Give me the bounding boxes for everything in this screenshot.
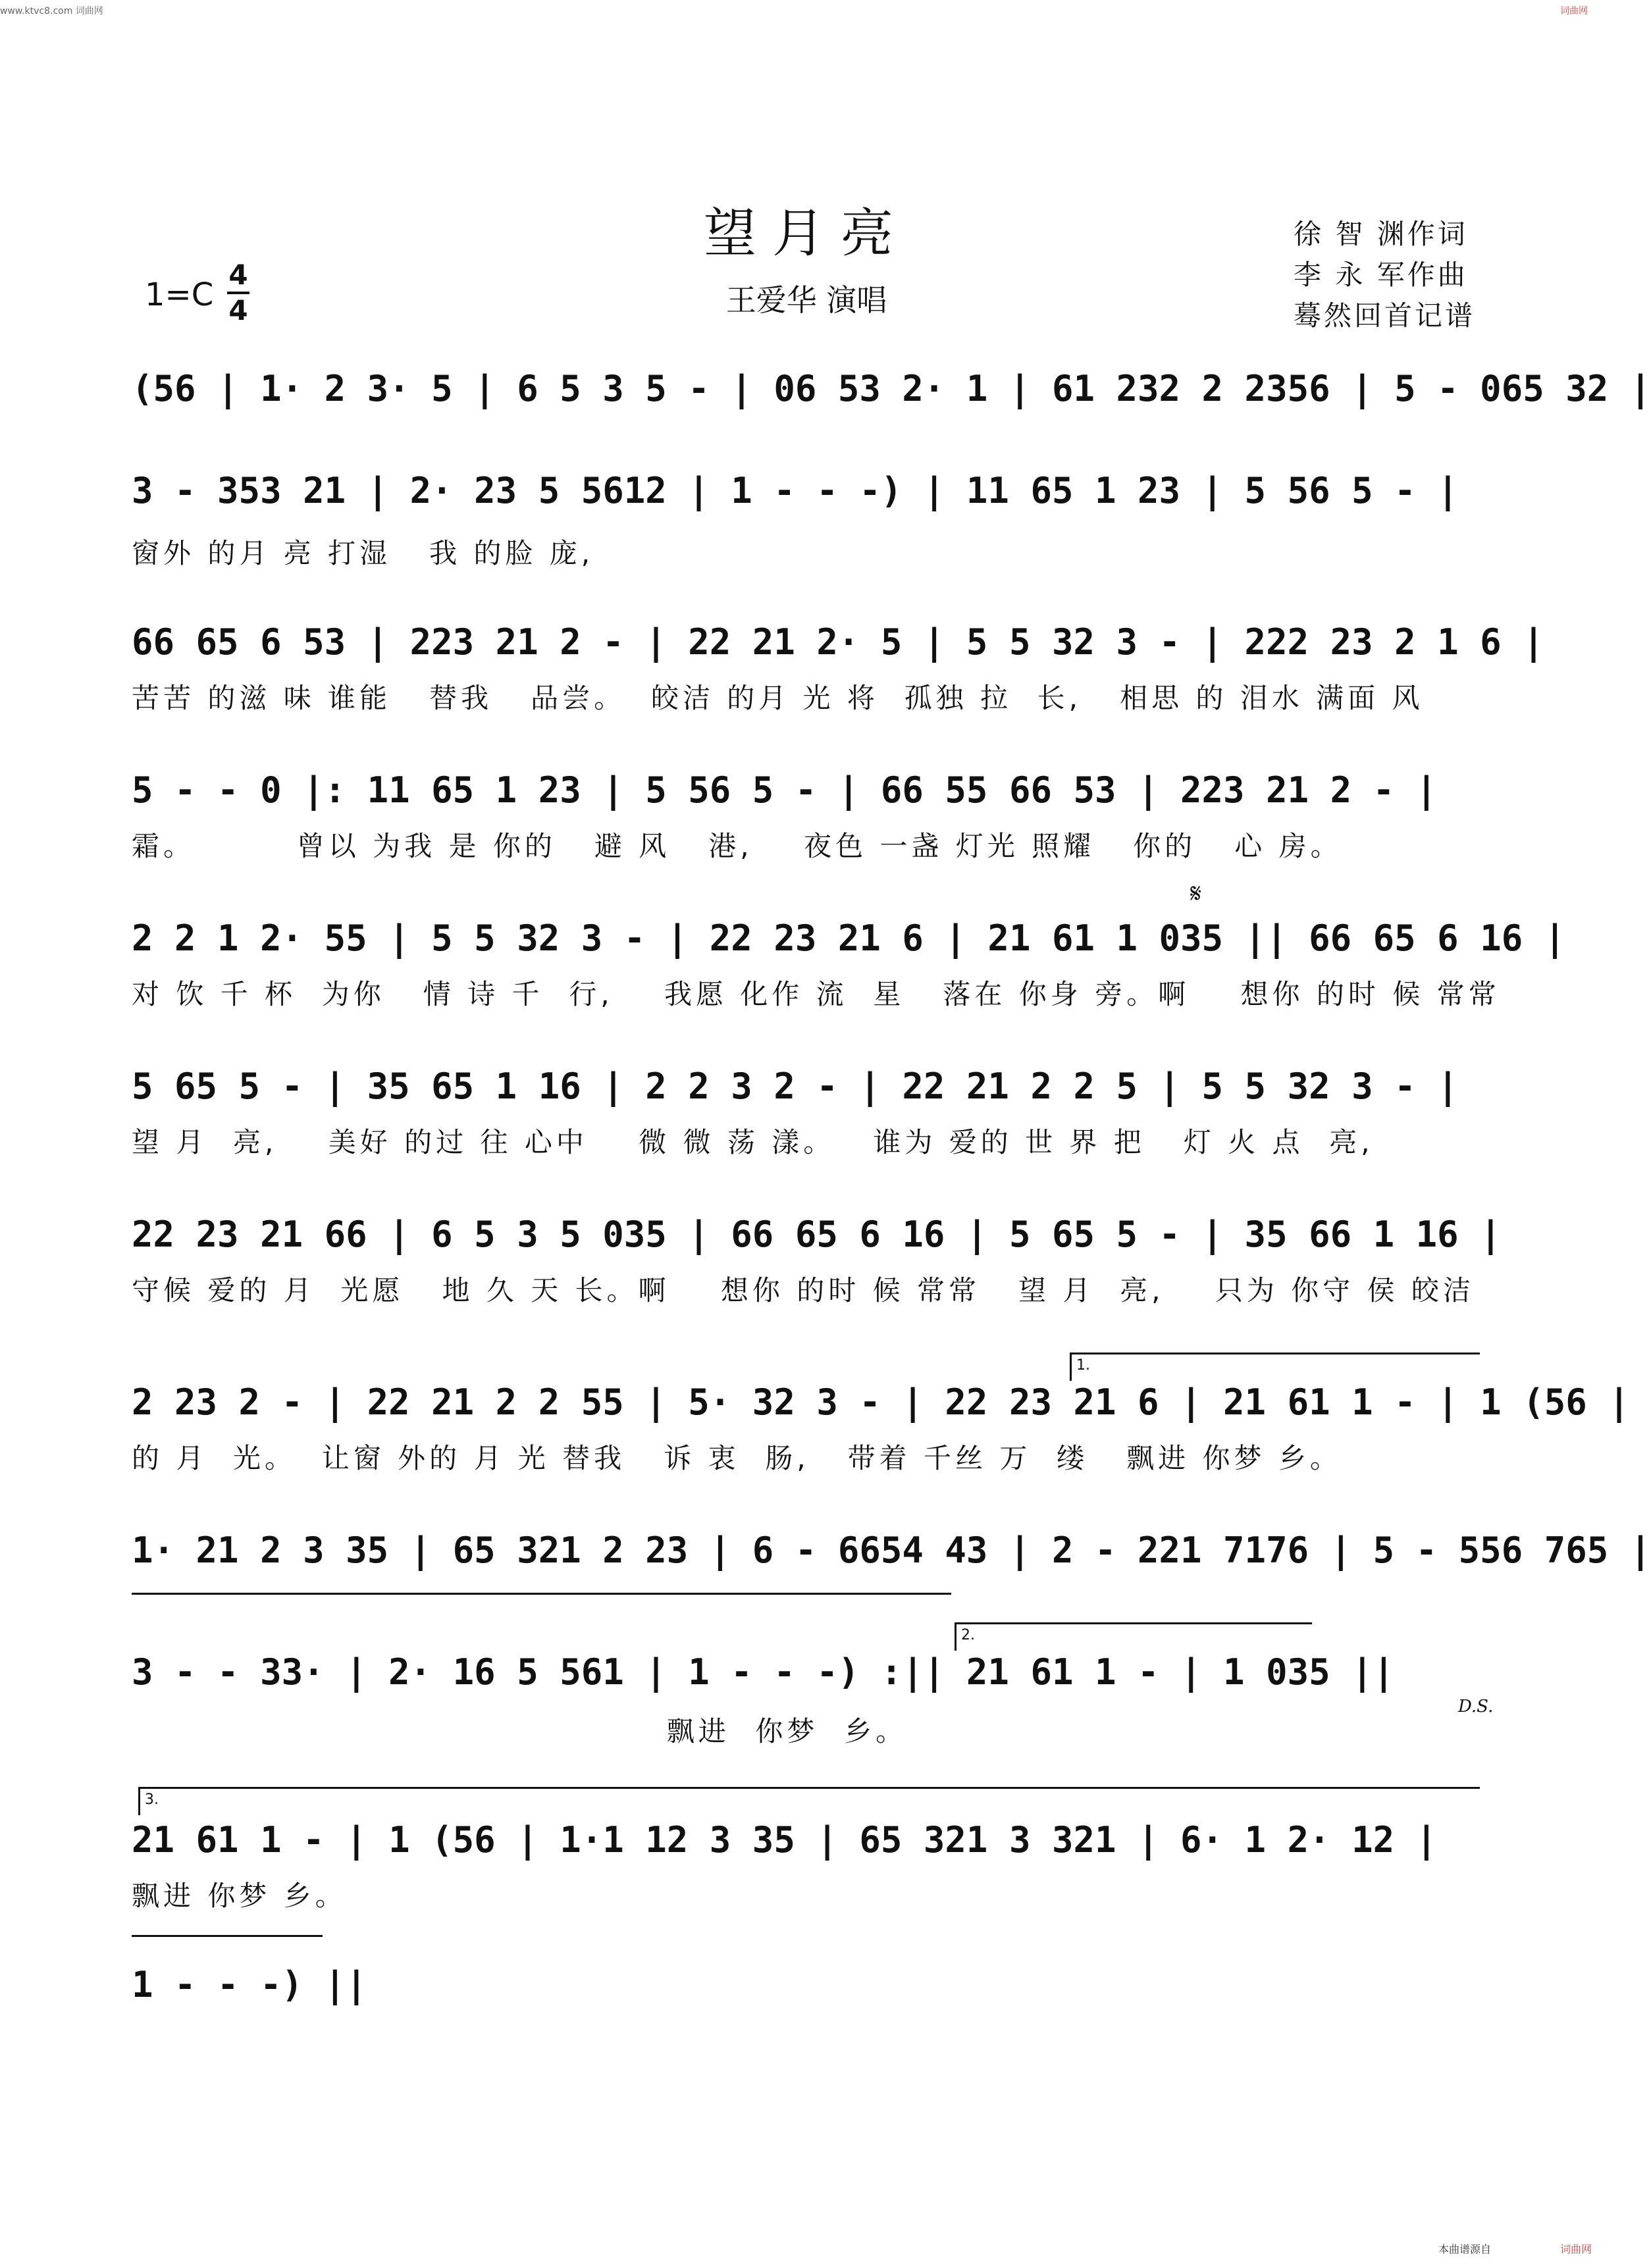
transcriber-credit: 蓦然回首记谱 — [1294, 299, 1476, 332]
staff-line-1: (56 | 1· 2 3· 5 | 6 5 3 5 - | 06 53 2· 1 | 61 232 2 2356 | 5 - 065 32 | — [132, 367, 1651, 409]
staff-line-10: 3 - - 33· | 2· 16 5 561 | 1 - - -) :|| 21 61 1 - | 1 035 || — [132, 1651, 1395, 1693]
time-signature-bottom: 4 — [228, 294, 248, 326]
lyric-line-2: 窗外 的月 亮 打湿 我 的脸 庞, — [132, 537, 594, 569]
lyricist-credit: 徐 智 渊作词 — [1294, 218, 1468, 250]
second-ending-label: 2. — [961, 1627, 975, 1643]
da-segno-mark: D.S. — [1458, 1697, 1494, 1716]
second-ending-bracket — [955, 1622, 1312, 1651]
song-title: 望月亮 — [704, 203, 909, 264]
repeat-span-bracket — [132, 1593, 951, 1621]
site-url: www.ktvc8.com 词曲网 — [0, 6, 103, 16]
singer-credit: 王爱华 演唱 — [725, 282, 887, 318]
staff-line-4: 5 - - 0 |: 11 65 1 23 | 5 56 5 - | 66 55 66 53 | 223 21 2 - | — [132, 769, 1438, 811]
lyric-line-8: 的 月 光。 让窗 外的 月 光 替我 诉 衷 肠, 带着 千丝 万 缕 飘进 你梦 乡。 — [132, 1442, 1342, 1474]
credits-block — [1294, 214, 1475, 336]
staff-line-7: 22 23 21 66 | 6 5 3 5 035 | 66 65 6 16 | 5 65 5 - | 35 66 1 16 | — [132, 1213, 1502, 1255]
staff-line-12: 1 - - -) || — [132, 1963, 367, 2005]
staff-line-8: 2 23 2 - | 22 21 2 2 55 | 5· 32 3 - | 22 23 21 6 | 21 61 1 - | 1 (56 | — [132, 1381, 1630, 1423]
staff-line-2: 3 - 353 21 | 2· 23 5 5612 | 1 - - -) | 11 65 1 23 | 5 56 5 - | — [132, 469, 1459, 511]
segno-sign: 𝄋 — [1190, 879, 1202, 909]
lyric-line-4: 霜。 曾以 为我 是 你的 避 风 港, 夜色 一盏 灯光 照耀 你的 心 房。 — [132, 830, 1342, 862]
footer-brand: 词曲网 — [1560, 2243, 1592, 2255]
time-signature-top: 4 — [228, 259, 248, 291]
lyric-line-10: 飘进 你梦 乡。 — [132, 1715, 908, 1747]
composer-credit: 李 永 军作曲 — [1294, 259, 1468, 291]
lyric-line-5: 对 饮 千 杯 为你 情 诗 千 行, 我愿 化作 流 星 落在 你身 旁。啊 想你 的时 候 常常 — [132, 978, 1500, 1010]
first-ending-bracket — [1070, 1353, 1480, 1381]
lyric-line-3: 苦苦 的滋 味 谁能 替我 品尝。 皎洁 的月 光 将 孤独 拉 长, 相思 的 泪水 满面 风 — [132, 682, 1424, 714]
time-signature — [227, 260, 249, 326]
staff-line-5: 2 2 1 2· 55 | 5 5 32 3 - | 22 23 21 6 | 21 61 1 035 || 66 65 6 16 | — [132, 917, 1566, 959]
site-brand: 词曲网 — [1560, 6, 1588, 16]
third-ending-label: 3. — [145, 1791, 159, 1808]
key-signature: 1=C — [145, 276, 214, 313]
staff-line-9: 1· 21 2 3 35 | 65 321 2 23 | 6 - 6654 43 | 2 - 221 7176 | 5 - 556 765 | — [132, 1529, 1651, 1571]
lyric-line-7: 守候 爱的 月 光愿 地 久 天 长。啊 想你 的时 候 常常 望 月 亮, 只为 你守 侯 皎洁 — [132, 1274, 1475, 1306]
final-bar-bracket — [132, 1935, 323, 1963]
staff-line-3: 66 65 6 53 | 223 21 2 - | 22 21 2· 5 | 5 5 32 3 - | 222 23 2 1 6 | — [132, 621, 1544, 663]
staff-line-6: 5 65 5 - | 35 65 1 16 | 2 2 3 2 - | 22 21 2 2 5 | 5 5 32 3 - | — [132, 1065, 1459, 1107]
third-ending-bracket — [138, 1787, 1480, 1815]
lyric-line-6: 望 月 亮, 美好 的过 往 心中 微 微 荡 漾。 谁为 爱的 世 界 把 灯 火 点 亮, — [132, 1126, 1374, 1158]
footer-source-label: 本曲谱源自 — [1438, 2243, 1492, 2255]
first-ending-label: 1. — [1076, 1357, 1090, 1374]
staff-line-11: 21 61 1 - | 1 (56 | 1·1 12 3 35 | 65 321 3 321 | 6· 1 2· 12 | — [132, 1818, 1438, 1861]
lyric-line-11: 飘进 你梦 乡。 — [132, 1880, 347, 1912]
